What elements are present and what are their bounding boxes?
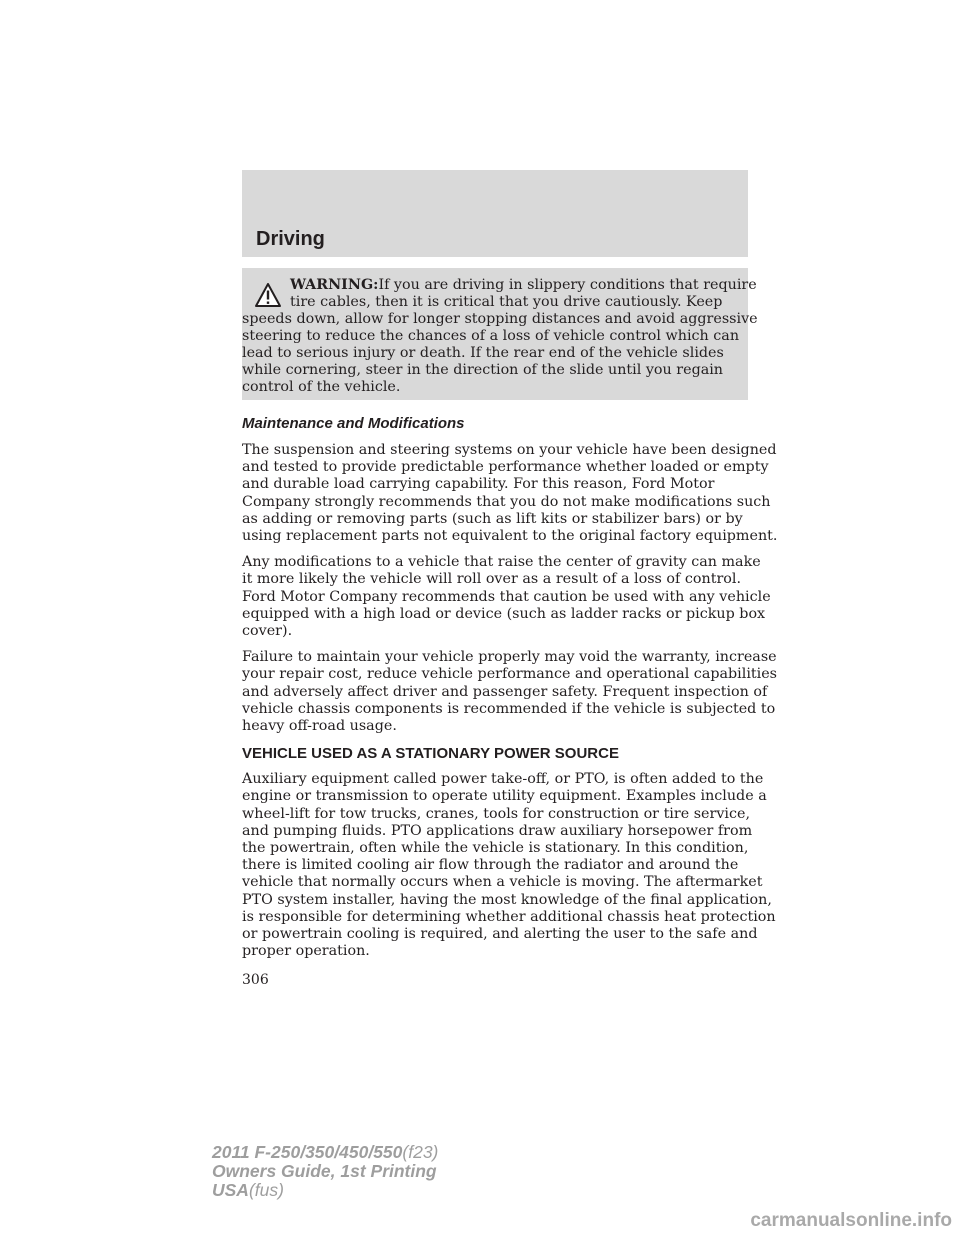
text-line: is responsible for determining whether additional chassis heat protection — [242, 908, 776, 925]
footer-model-line — [212, 1143, 438, 1162]
text-line: PTO system installer, having the most knowledge of the final application, — [242, 891, 772, 908]
text-line: and adversely affect driver and passenger safety. Frequent inspection of — [242, 683, 768, 700]
footer-region: USA — [212, 1180, 249, 1200]
text-line: and pumping fluids. PTO applications draw auxiliary horsepower from — [242, 822, 753, 839]
section-title: Driving — [256, 228, 325, 250]
text-line: equipped with a high load or device (such as ladder racks or pickup box — [242, 605, 766, 622]
power-source-paragraph — [242, 771, 776, 960]
footer-model-code: (f23) — [402, 1142, 439, 1162]
text-line: as adding or removing parts (such as lift kits or stabilizer bars) or by — [242, 510, 743, 527]
warning-label: WARNING: — [290, 277, 379, 293]
maintenance-heading: Maintenance and Modifications — [242, 415, 465, 432]
maintenance-paragraph-3 — [242, 649, 778, 735]
warning-line: steering to reduce the chances of a loss of vehicle control which can — [242, 328, 740, 344]
text-line: there is limited cooling air flow through the radiator and around the — [242, 857, 739, 874]
text-line: proper operation. — [242, 943, 370, 960]
text-line: the powertrain, often while the vehicle is stationary. In this condition, — [242, 840, 749, 857]
warning-first-line — [242, 277, 757, 294]
text-line: Auxiliary equipment called power take-off, or PTO, is often added to the — [242, 771, 764, 788]
warning-first-line-text: If you are driving in slippery conditions that require — [378, 277, 757, 293]
main-content — [242, 414, 778, 969]
text-line: heavy off-road usage. — [242, 718, 397, 735]
warning-text — [242, 277, 758, 396]
watermark-text: carmanualsonline.info — [750, 1210, 952, 1231]
text-line: Company strongly recommends that you do not make modifications such — [242, 493, 771, 510]
warning-line: tire cables, then it is critical that you drive cautiously. Keep — [290, 294, 723, 310]
text-line: it more likely the vehicle will roll over as a result of a loss of control. — [242, 571, 742, 588]
text-line: your repair cost, reduce vehicle performance and operational capabilities — [242, 666, 778, 683]
text-line: or powertrain cooling is required, and alerting the user to the safe and — [242, 926, 758, 943]
text-line: and tested to provide predictable performance whether loaded or empty — [242, 459, 769, 476]
text-line: Any modifications to a vehicle that raise the center of gravity can make — [242, 554, 761, 571]
text-line: vehicle that normally occurs when a vehicle is moving. The aftermarket — [242, 874, 763, 891]
text-line: Failure to maintain your vehicle properly may void the warranty, increase — [242, 649, 777, 666]
text-line: cover). — [242, 623, 293, 640]
warning-box — [242, 268, 758, 400]
text-line: The suspension and steering systems on your vehicle have been designed — [242, 442, 777, 458]
text-line: engine or transmission to operate utility equipment. Examples include a — [242, 788, 767, 805]
document-footer — [212, 1143, 438, 1200]
text-line: wheel-lift for tow trucks, cranes, tools for construction or tire service, — [242, 805, 751, 822]
section-header-bar — [242, 170, 748, 257]
maintenance-paragraph-1 — [242, 442, 778, 545]
footer-model: 2011 F-250/350/450/550 — [212, 1142, 403, 1162]
maintenance-paragraph-2 — [242, 554, 771, 640]
footer-region-line — [212, 1181, 438, 1200]
text-line: using replacement parts not equivalent to the original factory equipment. — [242, 528, 778, 545]
warning-line: speeds down, allow for longer stopping distances and avoid aggressive — [242, 311, 758, 327]
text-line: vehicle chassis components is recommended if the vehicle is subjected to — [242, 700, 776, 717]
power-source-heading: VEHICLE USED AS A STATIONARY POWER SOURCE — [242, 745, 619, 763]
footer-guide: Owners Guide, 1st Printing — [212, 1161, 437, 1181]
warning-line: while cornering, steer in the direction of the slide until you regain — [242, 362, 724, 378]
page-number: 306 — [242, 972, 269, 988]
text-line: Ford Motor Company recommends that caution be used with any vehicle — [242, 588, 771, 605]
warning-line: control of the vehicle. — [242, 379, 401, 395]
footer-region-code: (fus) — [248, 1180, 284, 1200]
warning-line: lead to serious injury or death. If the rear end of the vehicle slides — [242, 345, 724, 361]
text-line: and durable load carrying capability. For this reason, Ford Motor — [242, 476, 715, 493]
